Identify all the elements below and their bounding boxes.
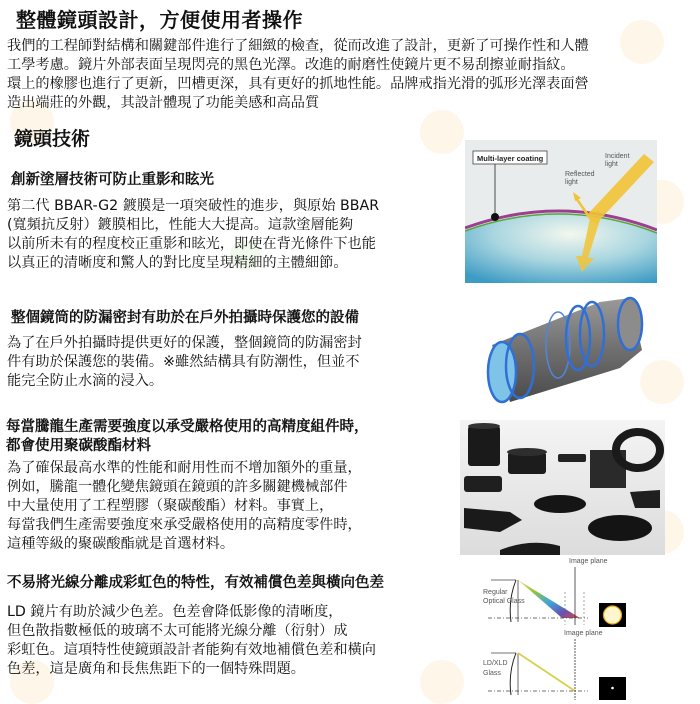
text-line: 彩虹色。這項特性使鏡頭設計者能夠有效地補償色差和橫向 bbox=[7, 642, 376, 658]
title-line: 每當騰龍生產需要強度以承受嚴格使用的高精度組件時， bbox=[6, 419, 369, 435]
reflected-light-label: light bbox=[565, 179, 578, 186]
watermark-logo bbox=[420, 660, 464, 704]
text-line: 例如，騰龍一體化變焦鏡頭在鏡頭的許多關鍵機械部件 bbox=[7, 479, 348, 495]
image-plane-label: Image plane bbox=[569, 558, 608, 565]
text-line: 為了確保最高水準的性能和耐用性而不增加額外的重量， bbox=[7, 460, 362, 476]
text-line: 工學考慮。鏡片外部表面呈現閃亮的黑色光澤。改進的耐磨性使鏡片更不易刮擦並耐指紋。 bbox=[7, 57, 575, 73]
coating-diagram bbox=[465, 140, 657, 283]
coating-title: 創新塗層技術可防止重影和眩光 bbox=[11, 172, 214, 188]
coating-paragraph bbox=[7, 197, 379, 273]
sealing-paragraph bbox=[7, 334, 362, 391]
ld-glass-label: LD/XLD bbox=[483, 660, 508, 667]
text-line: 中大量使用了工程塑膠（聚碳酸酯）材料。事實上， bbox=[7, 498, 334, 514]
text-line: 第二代 BBAR-G2 鍍膜是一項突破性的進步，與原始 BBAR bbox=[7, 198, 380, 214]
multi-layer-coating-label: Multi-layer coating bbox=[477, 154, 544, 163]
ld-glass-title: 不易將光線分離成彩虹色的特性，有效補償色差與橫向色差 bbox=[7, 575, 384, 591]
text-line: 能完全防止水滴的浸入。 bbox=[7, 373, 164, 389]
text-line: 造出端莊的外觀，其設計體現了功能美感和高品質 bbox=[7, 95, 320, 111]
design-paragraph bbox=[7, 37, 589, 113]
text-line: 為了在戶外拍攝時提供更好的保護，整個鏡筒的防漏密封 bbox=[7, 335, 362, 351]
incident-light-label: light bbox=[605, 161, 618, 168]
reflected-light-label: Reflected bbox=[565, 171, 595, 178]
text-line: 環上的橡膠也進行了更新，凹槽更深，具有更好的抓地性能。品牌戒指光滑的弧形光澤表面營 bbox=[7, 76, 589, 92]
sealing-title: 整個鏡筒的防漏密封有助於在戶外拍攝時保護您的設備 bbox=[11, 310, 359, 326]
text-line: 以真正的清晰度和驚人的對比度呈現精細的主體細節。 bbox=[7, 255, 348, 271]
ld-glass-paragraph bbox=[7, 603, 376, 679]
watermark-logo bbox=[620, 20, 664, 64]
lens-sealing-image bbox=[480, 290, 650, 415]
regular-glass-label: Optical Glass bbox=[483, 598, 525, 605]
design-title: 整體鏡頭設計，方便使用者操作 bbox=[16, 8, 303, 32]
title-line: 都會使用聚碳酸酯材料 bbox=[6, 438, 151, 454]
text-line: 以前所未有的程度校正重影和眩光，即使在背光條件下也能 bbox=[7, 236, 376, 252]
watermark-logo bbox=[420, 110, 464, 154]
text-line: 件有助於保護您的裝備。※雖然結構具有防潮性，但並不 bbox=[7, 354, 360, 370]
tech-title: 鏡頭技術 bbox=[14, 128, 91, 150]
polycarbonate-title bbox=[6, 418, 369, 456]
chromatic-aberration-diagram bbox=[478, 555, 638, 700]
ld-glass-label: Glass bbox=[483, 670, 501, 677]
regular-glass-label: Regular bbox=[483, 589, 508, 596]
text-line: 這種等級的聚碳酸酯就是首選材料。 bbox=[7, 536, 235, 552]
incident-light-label: Incident bbox=[605, 153, 630, 160]
image-plane-label: Image plane bbox=[564, 630, 603, 637]
text-line: 但色散指數極低的玻璃不太可能將光線分離（衍射）成 bbox=[7, 623, 348, 639]
text-line: (寬頻抗反射）鍍膜相比，性能大大提高。這款塗層能夠 bbox=[7, 217, 354, 233]
text-line: 色差，這是廣角和長焦焦距下的一個特殊問題。 bbox=[7, 661, 305, 677]
polycarbonate-paragraph bbox=[7, 459, 362, 554]
text-line: LD 鏡片有助於減少色差。色差會降低影像的清晰度， bbox=[7, 604, 343, 620]
polycarbonate-parts-image bbox=[460, 420, 665, 555]
text-line: 我們的工程師對結構和關鍵部件進行了細緻的檢查，從而改進了設計，更新了可操作性和人體 bbox=[7, 38, 589, 54]
text-line: 每當我們生產需要強度來承受嚴格使用的高精度零件時， bbox=[7, 517, 362, 533]
